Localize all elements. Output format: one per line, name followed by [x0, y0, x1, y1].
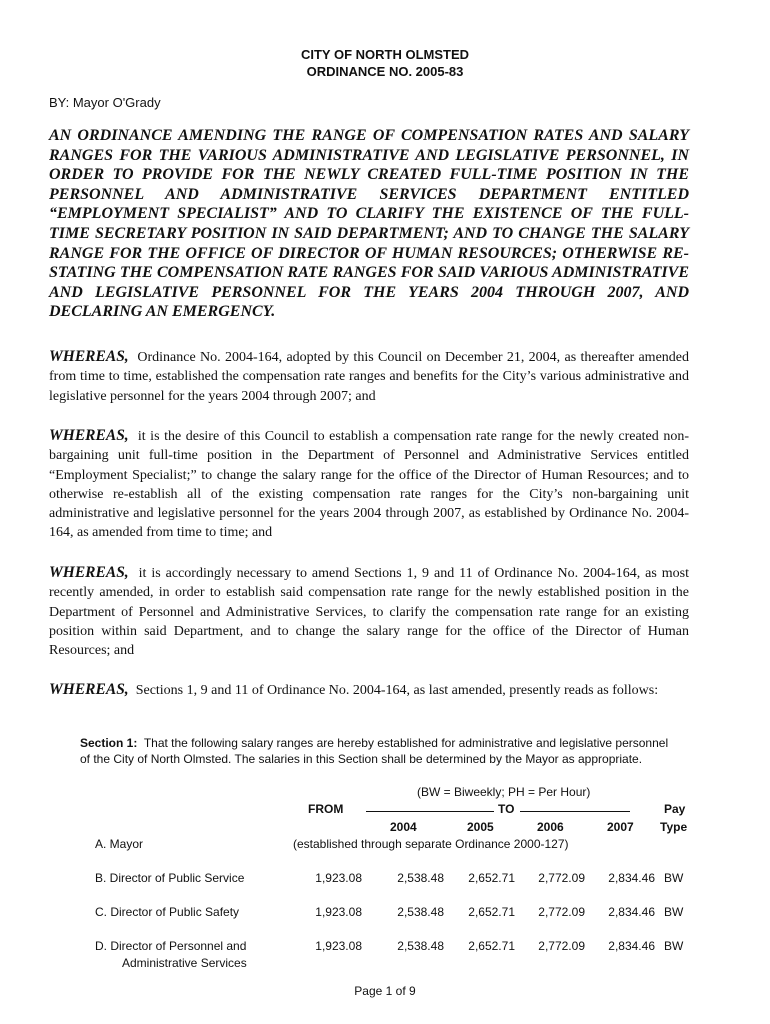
whereas-paragraph-2 — [49, 426, 689, 543]
to-rule-left — [366, 811, 494, 812]
page-number: Page 1 of 9 — [354, 984, 416, 998]
row-label-continued: Administrative Services — [122, 956, 247, 970]
whereas-text: Ordinance No. 2004-164, adopted by this Council on December 21, 2004, as thereafter amended from time to time, established the compensation rate ranges and benefits for the City’s various administrative and legislative personnel for the years 2004 through 2007; and — [49, 350, 689, 404]
cell-2007: 2,834.46 — [608, 939, 655, 953]
cell-2005: 2,652.71 — [468, 939, 515, 953]
cell-from: 1,923.08 — [315, 939, 362, 953]
cell-from: 1,923.08 — [315, 871, 362, 885]
row-label: D. Director of Personnel and — [95, 939, 247, 953]
ordinance-title: AN ORDINANCE AMENDING THE RANGE OF COMPENSATION RATES AND SALARY RANGES FOR THE VARIOUS ADMINISTRATIVE AND LEGISLATIVE PERSONNEL, IN ORDER TO PROVIDE FOR THE NEWLY CREATED FULL-TIME POSITION IN THE PERSONNEL AND ADMINISTRATIVE SERVICES DEPARTMENT ENTITLED “EMPLOYMENT SPECIALIST” AND TO CLARIFY THE EXISTENCE OF THE FULL-TIME SECRETARY POSITION IN SAID DEPARTMENT; AND TO CHANGE THE SALARY RANGE FOR THE OFFICE OF DIRECTOR OF HUMAN RESOURCES; OTHERWISE RE-STATING THE COMPENSATION RATE RANGES FOR SAID VARIOUS ADMINISTRATIVE AND LEGISLATIVE PERSONNEL FOR THE YEARS 2004 THROUGH 2007, AND DECLARING AN EMERGENCY. — [49, 127, 689, 321]
whereas-lead: WHEREAS, — [49, 681, 129, 698]
row-mayor-note: (established through separate Ordinance 2000-127) — [293, 837, 569, 851]
by-line: BY: Mayor O'Grady — [49, 95, 161, 110]
cell-2005: 2,652.71 — [468, 905, 515, 919]
whereas-lead: WHEREAS, — [49, 427, 129, 444]
row-mayor-label: A. Mayor — [95, 837, 144, 851]
column-year-2004: 2004 — [390, 820, 417, 834]
cell-2006: 2,772.09 — [538, 939, 585, 953]
row-label: B. Director of Public Service — [95, 871, 245, 885]
whereas-text: Sections 1, 9 and 11 of Ordinance No. 2004-164, as last amended, presently reads as follows: — [135, 683, 659, 698]
cell-2007: 2,834.46 — [608, 871, 655, 885]
cell-2004: 2,538.48 — [397, 871, 444, 885]
column-from: FROM — [308, 802, 344, 816]
row-label: C. Director of Public Safety — [95, 905, 240, 919]
cell-2005: 2,652.71 — [468, 871, 515, 885]
cell-2004: 2,538.48 — [397, 939, 444, 953]
ordinance-number: ORDINANCE NO. 2005-83 — [306, 64, 464, 79]
whereas-lead: WHEREAS, — [49, 348, 129, 365]
whereas-paragraph-4 — [49, 680, 689, 700]
whereas-text: it is accordingly necessary to amend Sections 1, 9 and 11 of Ordinance No. 2004-164, as most recently amended, in order to establish said compensation rate range for the newly established position in the Department of Personnel and Administrative Services, to clarify the compensation rate range for an existing position within said Department, and to change the salary range for the office of the Director of Human Resources; and — [49, 566, 689, 659]
cell-2004: 2,538.48 — [397, 905, 444, 919]
cell-from: 1,923.08 — [315, 905, 362, 919]
cell-type: BW — [664, 939, 684, 953]
column-year-2005: 2005 — [467, 820, 494, 834]
column-type: Type — [660, 820, 688, 834]
section-body: That the following salary ranges are hereby established for administrative and legislative personnel of the City of North Olmsted. The salaries in this Section shall be determined by the Mayor as appropriate. — [80, 736, 669, 766]
whereas-text: it is the desire of this Council to establish a compensation rate range for the newly created non-bargaining unit full-time position in the Department of Personnel and Administrative Services entitled “Employment Specialist;” to change the salary range for the office of the Director of Human Resources; and to otherwise re-establish all of the existing compensation rate ranges for the City’s non-bargaining unit administrative and legislative personnel for the years 2004 through 2007, as established by Ordinance No. 2004-164, as amended from time to time; and — [49, 429, 689, 541]
section-1-text — [80, 736, 670, 767]
whereas-paragraph-3 — [49, 563, 689, 660]
whereas-lead: WHEREAS, — [49, 564, 129, 581]
column-year-2007: 2007 — [607, 820, 634, 834]
cell-type: BW — [664, 905, 684, 919]
cell-2007: 2,834.46 — [608, 905, 655, 919]
whereas-paragraph-1 — [49, 347, 689, 406]
table-legend: (BW = Biweekly; PH = Per Hour) — [417, 785, 591, 799]
cell-type: BW — [664, 871, 684, 885]
section-label: Section 1: — [80, 736, 138, 750]
to-rule-right — [520, 811, 630, 812]
cell-2006: 2,772.09 — [538, 905, 585, 919]
column-to: TO — [498, 802, 515, 816]
column-pay: Pay — [664, 802, 686, 816]
cell-2006: 2,772.09 — [538, 871, 585, 885]
column-year-2006: 2006 — [537, 820, 564, 834]
city-heading: CITY OF NORTH OLMSTED — [300, 47, 470, 62]
